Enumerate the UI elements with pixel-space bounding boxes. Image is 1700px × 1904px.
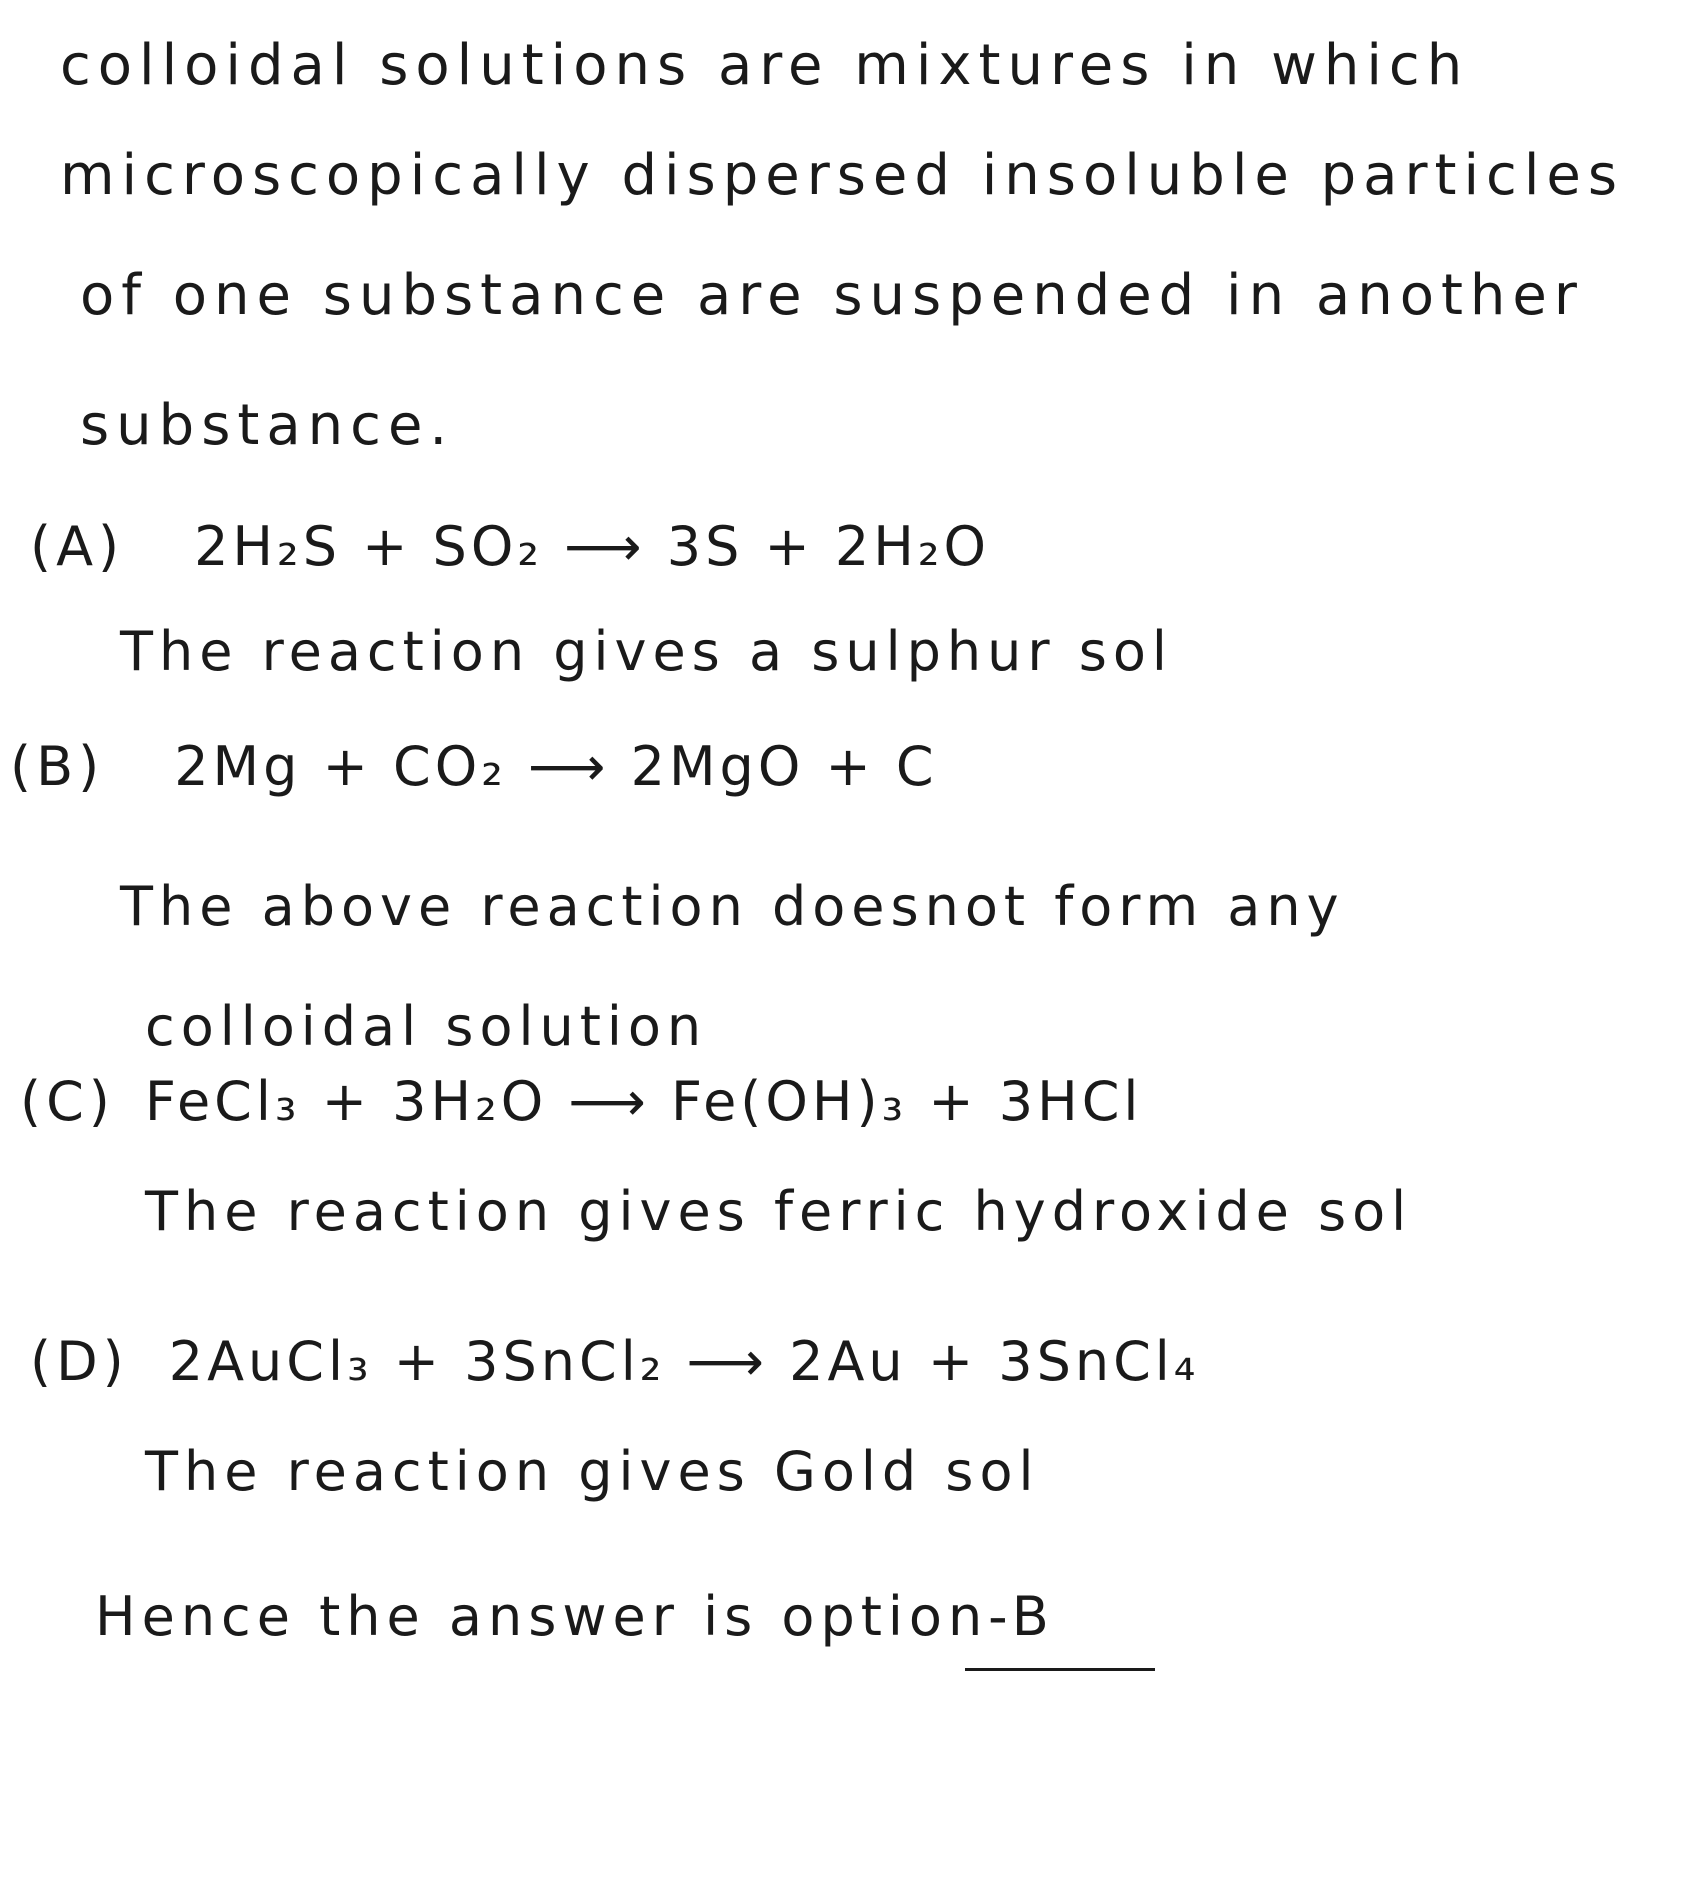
chemical-equation: 2AuCl₃ + 3SnCl₂ ⟶ 2Au + 3SnCl₄ xyxy=(168,1330,1200,1393)
intro-line: substance. xyxy=(80,393,455,458)
chemical-equation: FeCl₃ + 3H₂O ⟶ Fe(OH)₃ + 3HCl xyxy=(144,1070,1143,1133)
option-label: (C) xyxy=(20,1070,115,1133)
option-explanation: The reaction gives a sulphur sol xyxy=(120,620,1173,683)
chemical-equation: 2Mg + CO₂ ⟶ 2MgO + C xyxy=(174,735,938,798)
option-label: (A) xyxy=(30,515,125,578)
answer-underline xyxy=(965,1668,1155,1671)
conclusion-text: Hence the answer is xyxy=(95,1585,782,1648)
option-explanation: The above reaction doesnot form any xyxy=(120,875,1345,938)
answer-option: option-B xyxy=(781,1585,1055,1648)
option-label: (D) xyxy=(30,1330,129,1393)
intro-line: microscopically dispersed insoluble particles xyxy=(60,143,1625,208)
intro-line: of one substance are suspended in another xyxy=(80,263,1584,328)
intro-line: colloidal solutions are mixtures in which xyxy=(60,33,1470,98)
option-explanation: colloidal solution xyxy=(145,995,708,1058)
option-explanation: The reaction gives Gold sol xyxy=(145,1440,1040,1503)
chemical-equation: 2H₂S + SO₂ ⟶ 3S + 2H₂O xyxy=(194,515,991,578)
option-explanation: The reaction gives ferric hydroxide sol xyxy=(145,1180,1413,1243)
option-label: (B) xyxy=(10,735,105,798)
